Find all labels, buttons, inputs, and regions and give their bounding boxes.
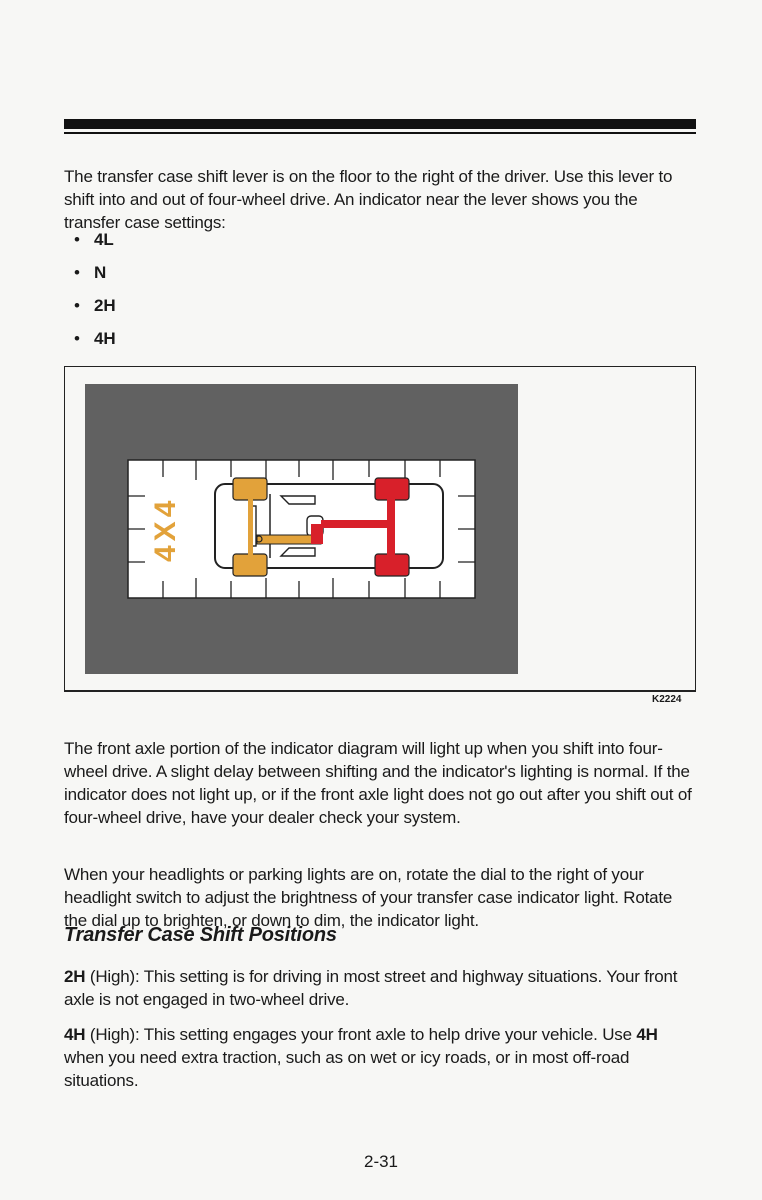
list-item: • 4H [74, 327, 116, 360]
position-2h-text: (High): This setting is for driving in most street and highway situations. Your front axle is not engaged in two-wheel drive. [64, 967, 678, 1009]
figure-code: K2224 [652, 694, 682, 705]
position-2h-label: 2H [64, 967, 86, 986]
header-rule-thick [64, 119, 696, 129]
position-4h-inline-label: 4H [636, 1025, 658, 1044]
list-item: • 2H [74, 294, 116, 327]
position-2h-paragraph [64, 965, 696, 1011]
intro-paragraph: The transfer case shift lever is on the floor to the right of the driver. Use this lever to shift into and out of four-wheel drive. An indicator near the lever shows you the transfer case settings: [64, 167, 673, 232]
settings-list [74, 228, 116, 360]
list-item: • N [74, 261, 116, 294]
header-rule-thin [64, 132, 696, 134]
axle-paragraph: The front axle portion of the indicator diagram will light up when you shift into four-wheel drive. A slight delay between shifting and the indicator's lighting is normal. If the indicator does not light up, or if the front axle light does not go out after you shift out of four-wheel drive, have your dealer check your system. [64, 739, 692, 827]
position-4h-paragraph [64, 1023, 696, 1092]
section-heading: Transfer Case Shift Positions [64, 924, 337, 946]
figure-rule [64, 690, 696, 692]
dial-paragraph: When your headlights or parking lights are on, rotate the dial to the right of your headlight switch to adjust the brightness of your transfer case indicator light. Rotate the dial up to brighten, or down to dim, the indicator light. [64, 865, 673, 930]
four-by-four-vehicle-indicator [85, 384, 518, 674]
position-4h-text-a: (High): This setting engages your front axle to help drive your vehicle. Use [85, 1025, 637, 1044]
position-4h-text-b: when you need extra traction, such as on wet or icy roads, or in most off-road situations. [64, 1048, 630, 1090]
indicator-4x4-label: 4X4 [149, 496, 182, 562]
page-number: 2-31 [363, 1152, 399, 1171]
position-4h-label: 4H [64, 1025, 86, 1044]
list-item: • 4L [74, 228, 116, 261]
